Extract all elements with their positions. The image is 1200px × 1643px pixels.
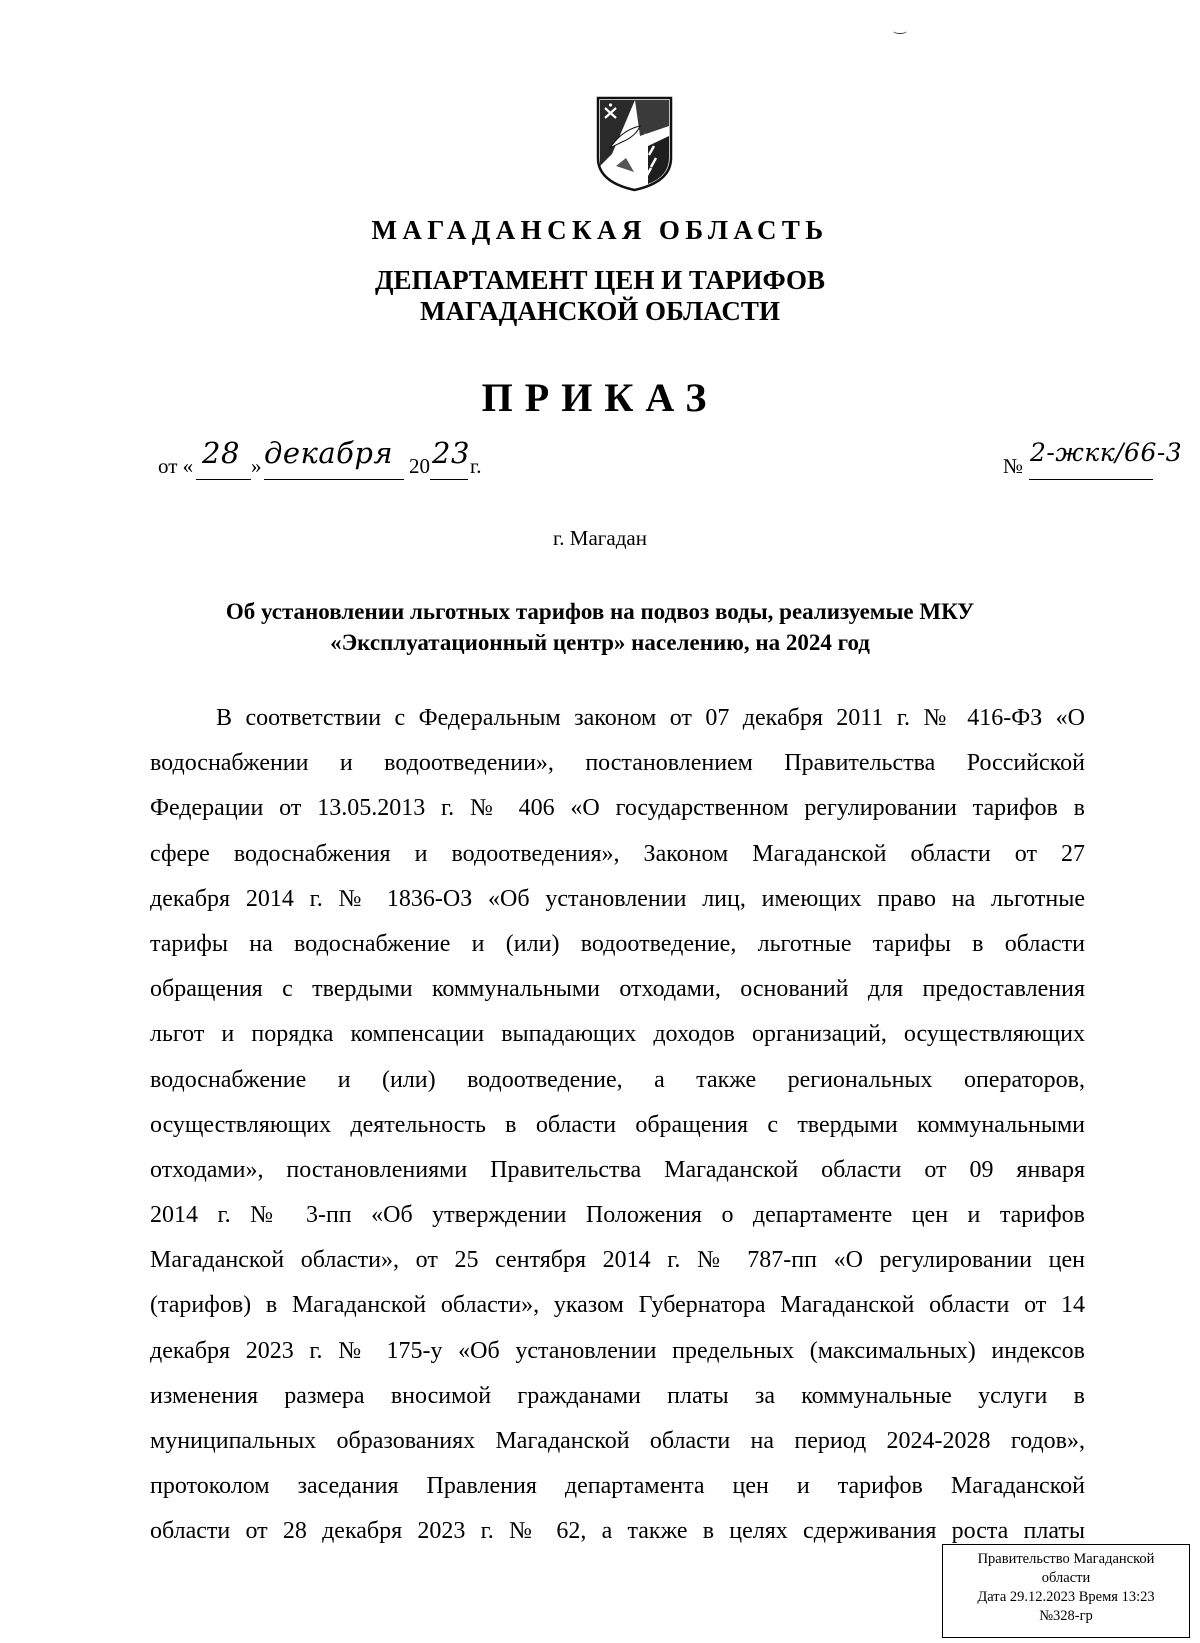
order-number [1003, 432, 1193, 482]
body-line: отходами», постановлениями Правительства Магаданской области от 09 января [150, 1156, 1085, 1183]
body-line: сфере водоснабжения и водоотведения», Законом Магаданской области от 27 [150, 840, 1085, 867]
number-underline [1029, 479, 1153, 480]
date-month: декабря [264, 436, 394, 470]
document-type-title: ПРИКАЗ [481, 375, 719, 420]
body-line: осуществляющих деятельность в области обращения с твердыми коммунальными [150, 1111, 1085, 1138]
body-line: льгот и порядка компенсации выпадающих доходов организаций, осуществляющих [150, 1021, 1085, 1048]
body-line: В соответствии с Федеральным законом от 07 декабря 2011 г. № 416-ФЗ «О [216, 705, 1085, 731]
body-line: декабря 2014 г. № 1836-ОЗ «Об установлении лиц, имеющих право на льготные [150, 885, 1085, 912]
year-underline [430, 479, 468, 480]
body-line: декабря 2023 г. № 175-у «Об установлении предельных (максимальных) индексов [150, 1337, 1085, 1364]
date-prefix: от « [158, 454, 194, 478]
date-year-prefix: 20 [409, 454, 430, 478]
body-line: 2014 г. № 3-пп «Об утверждении Положения о департаменте цен и тарифов [150, 1202, 1085, 1229]
document-city: г. Магадан [553, 526, 647, 550]
body-line: тарифы на водоснабжение и (или) водоотведение, льготные тарифы в области [150, 930, 1085, 957]
document-subject [150, 596, 1050, 658]
stamp-line-2: области [1041, 1570, 1091, 1586]
region-name: МАГАДАНСКАЯ ОБЛАСТЬ [371, 215, 829, 245]
body-line: водоснабжении и водоотведении», постановлением Правительства Российской [150, 750, 1085, 777]
body-line: обращения с твердыми коммунальными отходами, оснований для предоставления [150, 976, 1085, 1003]
body-line: Магаданской области», от 25 сентября 2014 г. № 787-пп «О регулировании цен [150, 1247, 1085, 1274]
date-day: 28 [202, 436, 240, 470]
date-day-close: » [251, 454, 262, 478]
body-line: изменения размера вносимой гражданами платы за коммунальные услуги в [150, 1382, 1085, 1409]
department-line-1: ДЕПАРТАМЕНТ ЦЕН И ТАРИФОВ [374, 265, 826, 295]
body-line: муниципальных образованиях Магаданской области на период 2024-2028 годов», [150, 1428, 1085, 1454]
coat-of-arms-emblem [596, 96, 673, 192]
body-line: водоснабжение и (или) водоотведение, а также региональных операторов, [150, 1066, 1085, 1093]
number-value: 2-жкк/66-3 [1030, 438, 1183, 467]
body-line: (тарифов) в Магаданской области», указом Губернатора Магаданской области от 14 [150, 1292, 1085, 1319]
subject-line-1: Об установлении льготных тарифов на подвоз воды, реализуемые МКУ [225, 599, 975, 624]
body-line: области от 28 декабря 2023 г. № 62, а также в целях сдерживания роста платы [150, 1518, 1085, 1545]
magadan-coat-of-arms-icon [596, 96, 673, 192]
scan-mark [893, 28, 907, 34]
department-line-2: МАГАДАНСКОЙ ОБЛАСТИ [420, 296, 780, 326]
registration-stamp [942, 1544, 1190, 1638]
number-prefix: № [1003, 454, 1024, 478]
stamp-line-4: №328-гр [1039, 1608, 1093, 1624]
body-paragraph [150, 696, 1085, 1555]
day-underline [196, 479, 251, 480]
stamp-line-1: Правительство Магаданской [977, 1551, 1155, 1567]
body-line: Федерации от 13.05.2013 г. № 406 «О государственном регулировании тарифов в [150, 795, 1085, 822]
body-line: протоколом заседания Правления департамента цен и тарифов Магаданской [150, 1473, 1085, 1500]
month-underline [264, 479, 404, 480]
date-year-suffix: 23 [432, 436, 470, 470]
department-name [0, 265, 1200, 327]
date-year-unit: г. [470, 454, 482, 478]
stamp-line-3: Дата 29.12.2023 Время 13:23 [977, 1589, 1155, 1605]
subject-line-2: «Эксплуатационный центр» населению, на 2024 год [330, 630, 870, 655]
